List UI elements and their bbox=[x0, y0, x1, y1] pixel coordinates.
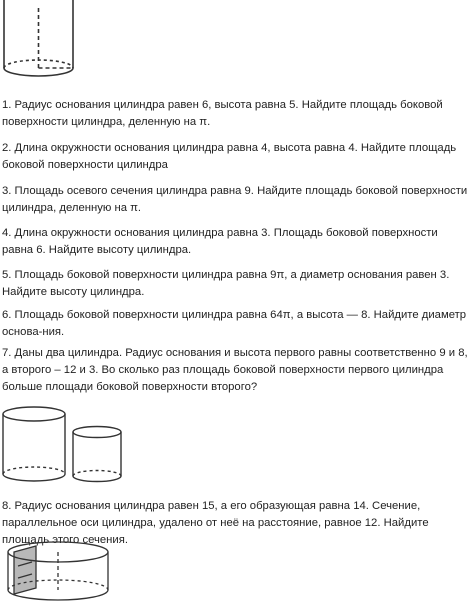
cylinder-section-figure bbox=[0, 536, 120, 606]
cylinder-figure-top bbox=[0, 0, 80, 84]
problem-8: 8. Радиус основания цилиндра равен 15, а его образующая равна 14. Сечение, параллельное оси цилиндра, удалено от неё на расстояние, равное 12. Найдите площадь этого сечения. bbox=[2, 500, 429, 546]
problem-1: 1. Радиус основания цилиндра равен 6, высота равна 5. Найдите площадь боковой поверхности цилиндра, деленную на π. bbox=[2, 99, 443, 128]
problem-3: 3. Площадь осевого сечения цилиндра равна 9. Найдите площадь боковой поверхности цилиндра, деленную на π. bbox=[2, 185, 468, 214]
problem-5: 5. Площадь боковой поверхности цилиндра равна 9π, а диаметр основания равен 3. Найдите высоту цилиндра. bbox=[2, 269, 450, 298]
problem-6: 6. Площадь боковой поверхности цилиндра равна 64π, а высота — 8. Найдите диаметр основа-ния. bbox=[2, 309, 467, 338]
problem-2: 2. Длина окружности основания цилиндра равна 4, высота равна 4. Найдите площадь боковой поверхности цилиндра bbox=[2, 142, 457, 171]
two-cylinders-figure bbox=[0, 400, 130, 490]
problem-7: 7. Даны два цилиндра. Радиус основания и высота первого равны соответственно 9 и 8, а второго – 12 и 3. Во сколько раз площадь боковой поверхности первого цилиндра больше площади боковой поверхности второго? bbox=[2, 347, 468, 393]
problem-4: 4. Длина окружности основания цилиндра равна 3. Площадь боковой поверхности равна 6. Найдите высоту цилиндра. bbox=[2, 227, 438, 256]
